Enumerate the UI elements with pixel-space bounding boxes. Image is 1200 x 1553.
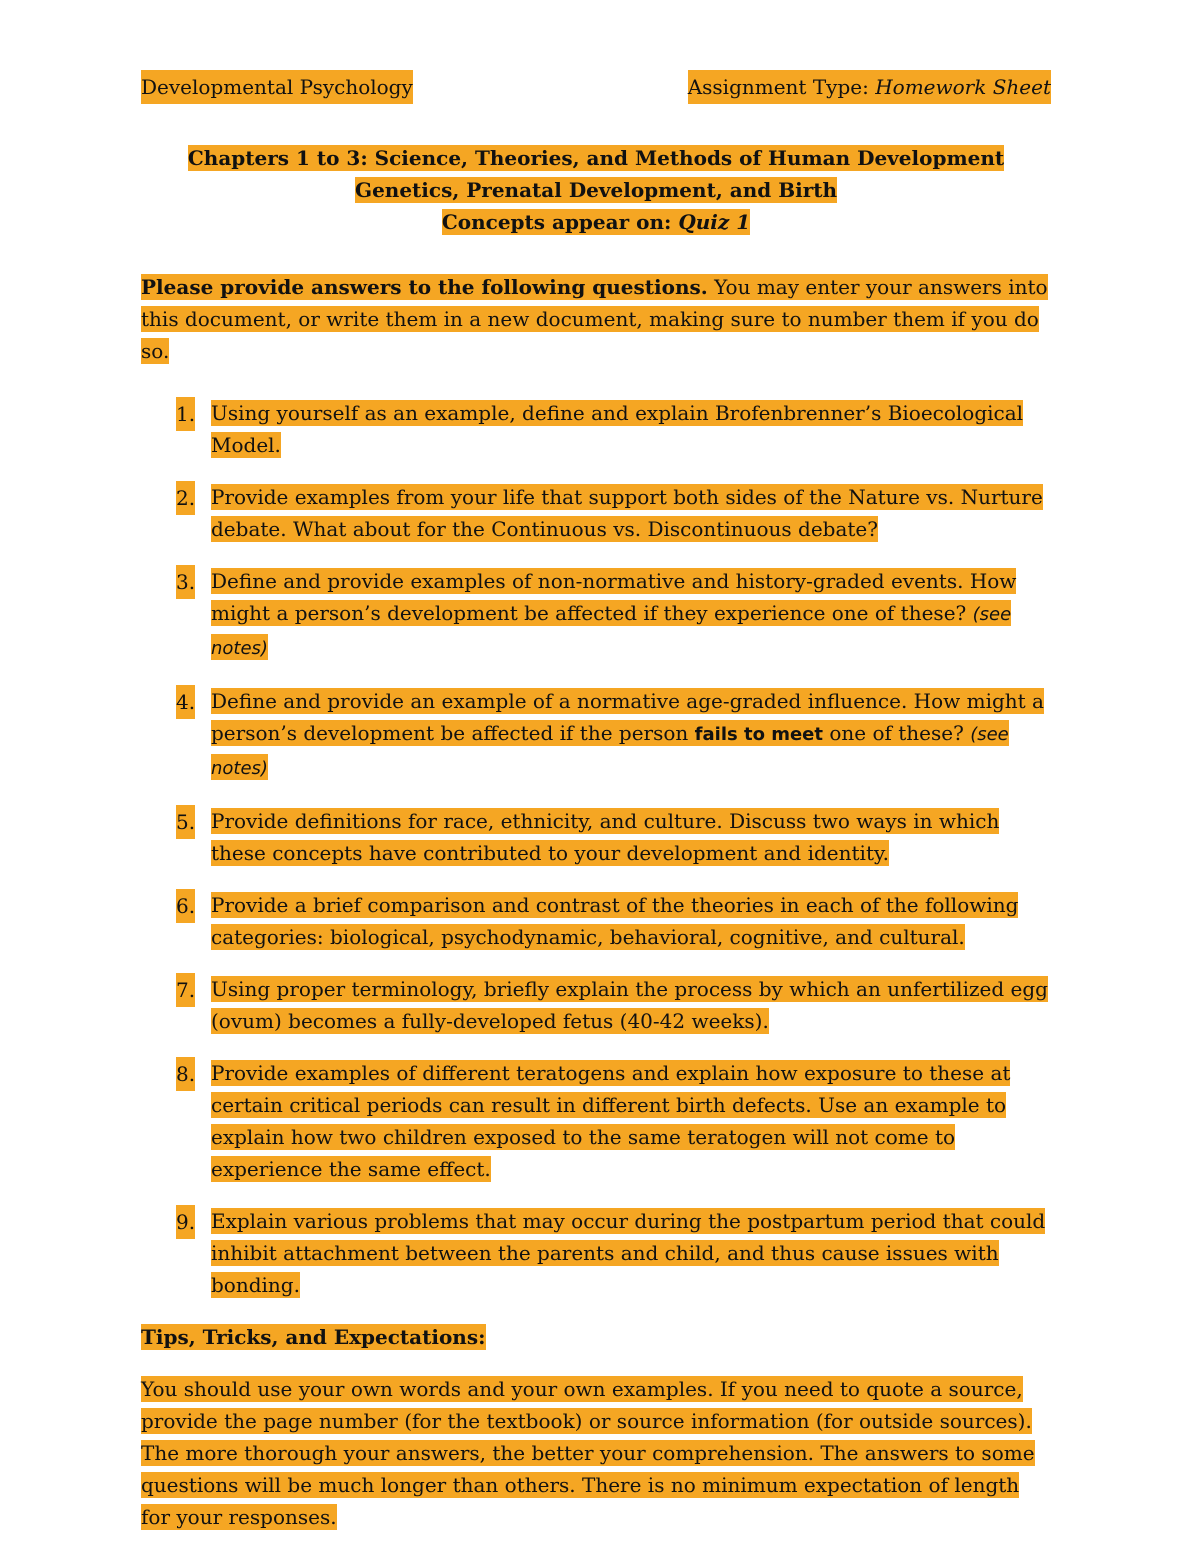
question-list: [141, 397, 1051, 1301]
question-emphasis: fails to meet: [694, 724, 823, 745]
question-number: 2.: [176, 481, 195, 515]
chapter-subtitle: Genetics, Prenatal Development, and Birth: [354, 178, 838, 202]
question-text: Using proper terminology, briefly explain the process by which an unfertilized egg (ovum) becomes a fully-developed fetus (40-42 weeks).: [211, 977, 1048, 1033]
question-number: 1.: [176, 397, 195, 431]
quiz-line: [442, 209, 750, 235]
tips-heading: [141, 1321, 1051, 1353]
question-item: [141, 1057, 1051, 1185]
assignment-type-label: Assignment Type:: [687, 75, 869, 99]
question-number: 7.: [176, 973, 195, 1007]
quiz-line-prefix: Concepts appear on:: [441, 210, 672, 234]
quiz-name: Quiz 1: [678, 210, 751, 234]
tips-text: You should use your own words and your own examples. If you need to quote a source, provide the page number (for the textbook) or source information (for outside sources). The more thorough your answers, the better your comprehension. The answers to some questions will be much longer than others. There is no minimum expectation of length for your responses.: [141, 1377, 1035, 1529]
chapter-title: Chapters 1 to 3: Science, Theories, and Methods of Human Development: [187, 146, 1005, 170]
course-title: Developmental Psychology: [141, 70, 413, 104]
question-note: (see notes): [211, 724, 1009, 779]
instructions-text: You may enter your answers into this document, or write them in a new document, making sure to number them if you do so.: [141, 275, 1048, 363]
question-number: 5.: [176, 805, 195, 839]
question-text: Provide examples of different teratogens and explain how exposure to these at certain critical periods can result in different birth defects. Use an example to explain how two children exposed to the same teratogen will not come to experience the same effect.: [211, 1061, 1011, 1181]
question-text: Explain various problems that may occur during the postpartum period that could inhibit attachment between the parents and child, and thus cause issues with bonding.: [211, 1209, 1046, 1297]
question-text-continued: one of these?: [829, 721, 964, 745]
question-text: Provide examples from your life that support both sides of the Nature vs. Nurture debate. What about for the Continuous vs. Discontinuous debate?: [211, 485, 1043, 541]
instructions-bold: Please provide answers to the following questions.: [141, 275, 708, 299]
instructions-paragraph: [141, 271, 1051, 367]
assignment-type-value: Homework Sheet: [875, 75, 1051, 99]
question-item: [141, 481, 1051, 545]
tips-paragraph: [141, 1373, 1051, 1533]
question-item: [141, 397, 1051, 461]
question-item: [141, 565, 1051, 665]
question-item: [141, 685, 1051, 785]
question-item: [141, 1205, 1051, 1301]
question-note: (see notes): [211, 604, 1012, 659]
document-page: [141, 70, 1051, 1533]
question-text: Provide a brief comparison and contrast of the theories in each of the following categories: biological, psychodynamic, behavioral, cognitive, and cultural.: [211, 893, 1019, 949]
question-item: [141, 973, 1051, 1037]
question-text: Define and provide an example of a normative age-graded influence. How might a person’s development be affected if the person: [211, 689, 1044, 745]
question-item: [141, 889, 1051, 953]
question-text: Define and provide examples of non-normative and history-graded events. How might a person’s development be affected if they experience one of these?: [211, 569, 1017, 625]
question-number: 9.: [176, 1205, 195, 1239]
tips-heading-text: Tips, Tricks, and Expectations:: [141, 1325, 486, 1349]
question-text: Provide definitions for race, ethnicity, and culture. Discuss two ways in which these concepts have contributed to your development and identity.: [211, 809, 1000, 865]
title-block: [141, 142, 1051, 238]
document-header: [141, 70, 1051, 104]
question-item: [141, 805, 1051, 869]
assignment-type: [688, 70, 1051, 104]
question-number: 6.: [176, 889, 195, 923]
question-number: 8.: [176, 1057, 195, 1091]
question-number: 4.: [176, 685, 195, 719]
question-number: 3.: [176, 565, 195, 599]
question-text: Using yourself as an example, define and explain Brofenbrenner’s Bioecological Model.: [211, 401, 1024, 457]
